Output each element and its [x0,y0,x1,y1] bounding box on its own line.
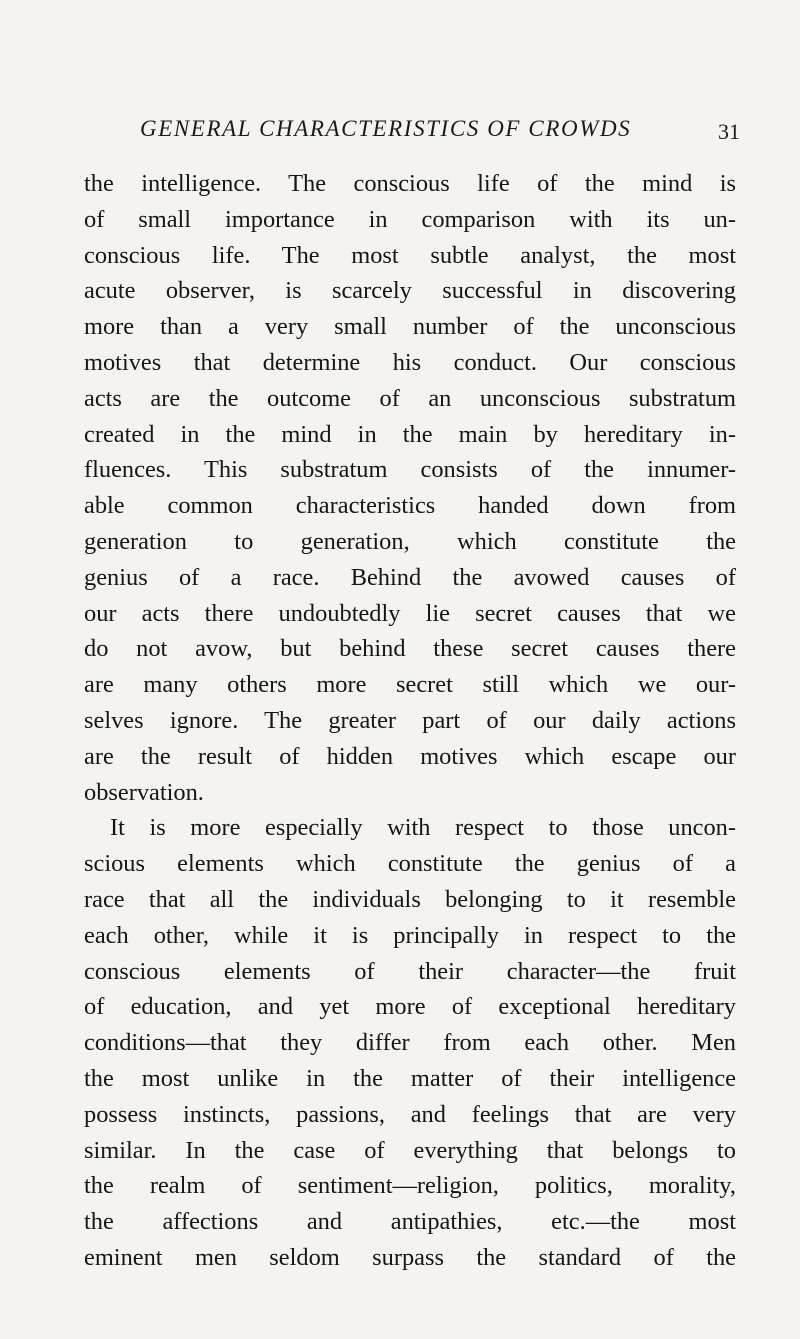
text-line: created in the mind in the main by hereditary in- [84,420,736,448]
text-line: the intelligence. The conscious life of the mind is [84,170,736,197]
text-line: acts are the outcome of an unconscious substratum [84,384,736,412]
text-line: similar. In the case of everything that belongs to [84,1136,736,1164]
text-line: the affections and antipathies, etc.—the most [84,1208,736,1236]
text-line: do not avow, but behind these secret causes there [84,635,736,663]
text-line: conditions—that they differ from each other. Men [84,1029,736,1057]
text-line: our acts there undoubtedly lie secret causes that we [84,599,736,627]
text-line: are the result of hidden motives which escape our [84,742,736,770]
text-line: fluences. This substratum consists of the innumer- [84,456,736,484]
text-line: genius of a race. Behind the avowed causes of [84,563,736,591]
running-title: GENERAL CHARACTERISTICS OF CROWDS [140,116,632,141]
text-line: are many others more secret still which we our- [84,671,736,699]
text-line: the most unlike in the matter of their intelligence [84,1064,736,1092]
text-line: race that all the individuals belonging to it resemble [84,885,736,913]
text-line: conscious life. The most subtle analyst, the most [84,241,736,269]
text-line: acute observer, is scarcely successful in discovering [84,277,736,305]
text-line: the realm of sentiment—religion, politics, morality, [84,1172,736,1200]
text-line: eminent men seldom surpass the standard of the [84,1243,736,1271]
text-line: conscious elements of their character—the fruit [84,957,736,985]
text-line: each other, while it is principally in respect to the [84,921,736,949]
text-line: possess instincts, passions, and feelings that are very [84,1100,736,1128]
text-line: motives that determine his conduct. Our conscious [84,348,736,376]
text-line: generation to generation, which constitute the [84,527,736,555]
text-line: selves ignore. The greater part of our daily actions [84,706,736,734]
text-line: able common characteristics handed down from [84,492,736,520]
page-number: 31 [718,119,740,144]
text-line: of small importance in comparison with its un- [84,205,736,233]
running-header [140,116,740,152]
paragraph-start-line: It is more especially with respect to those uncon- [110,814,736,842]
paragraph-end-line: observation. [84,778,204,806]
text-line: of education, and yet more of exceptional hereditary [84,993,736,1021]
text-line: more than a very small number of the unconscious [84,313,736,341]
text-line: scious elements which constitute the genius of a [84,850,736,878]
body-text [84,166,736,1276]
